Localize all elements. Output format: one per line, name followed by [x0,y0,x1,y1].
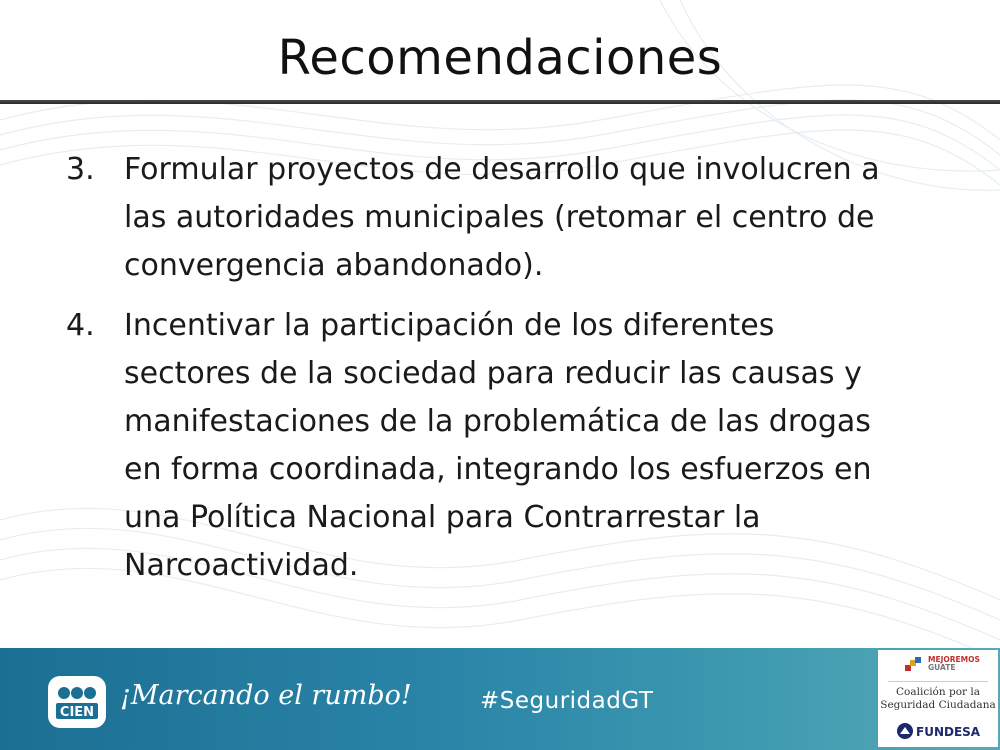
item-text-line: convergencia abandonado). [124,248,544,283]
item-text-line: Formular proyectos de desarrollo que involucren a [124,152,880,187]
item-text-line: manifestaciones de la problemática de las drogas [124,404,871,439]
item-text [124,146,936,290]
coalicion-line: Coalición por la [895,686,980,698]
partner-logos [878,650,998,747]
mejoremos-guate-icon [904,656,922,674]
list-item [66,146,936,290]
item-text-line: Narcoactividad. [124,548,359,583]
list-item [66,302,936,590]
mejoremos-line: MEJOREMOS [928,655,980,664]
item-number: 4. [66,308,95,343]
fundesa-icon [896,722,914,740]
cien-logo [48,676,106,728]
item-text [124,302,936,590]
mejoremos-guate-label [928,656,980,672]
item-number: 3. [66,152,95,187]
coalicion-label [878,686,998,712]
item-text-line: en forma coordinada, integrando los esfuerzos en [124,452,872,487]
guate-line: GUATE [928,663,956,672]
item-text-line: una Política Nacional para Contrarrestar la [124,500,761,535]
slogan-text: ¡Marcando el rumbo! [120,680,412,711]
coalicion-line: Seguridad Ciudadana [880,699,996,711]
item-text-line: Incentivar la participación de los diferentes [124,308,775,343]
item-text-line: las autoridades municipales (retomar el centro de [124,200,875,235]
recommendations-list [66,146,936,602]
cien-logo-text: CIEN [59,705,95,720]
item-text-line: sectores de la sociedad para reducir las causas y [124,356,862,391]
title-divider [0,100,1000,104]
fundesa-label: FUNDESA [916,725,981,739]
partner-divider [888,681,988,682]
hashtag-text: #SeguridadGT [480,688,654,714]
slide-title: Recomendaciones [277,30,723,86]
